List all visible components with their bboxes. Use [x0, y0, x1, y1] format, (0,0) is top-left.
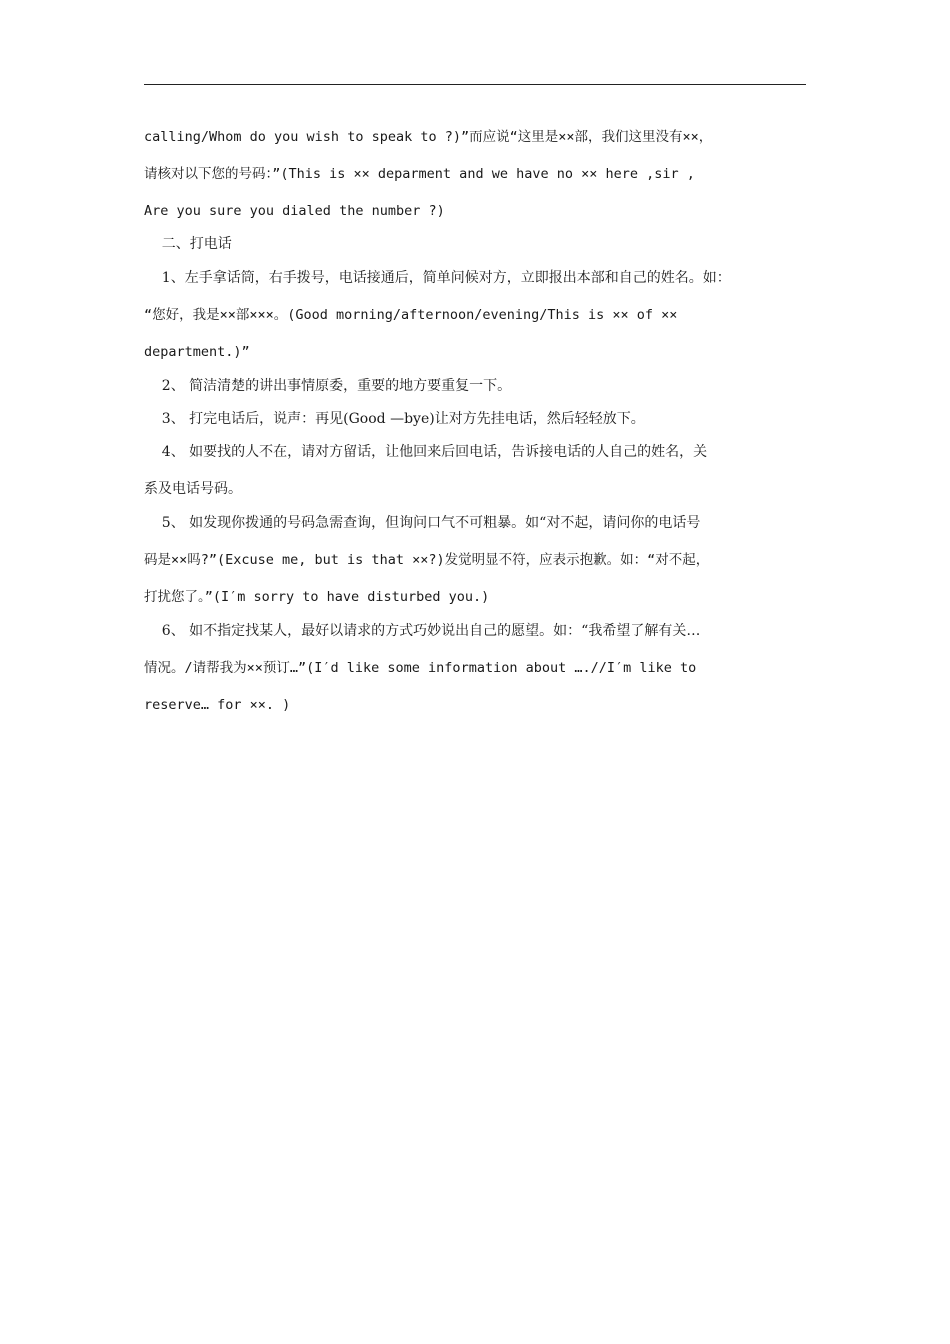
text-line: 请核对以下您的号码：”(This is ×× deparment and we have no ×× here ,sir , — [144, 166, 695, 182]
text-line: reserve… for ××. ) — [144, 697, 291, 713]
text-line: 5、 如发现你拨通的号码急需查询，但询问口气不可粗暴。如“对不起，请问你的电话号 — [144, 515, 701, 531]
text-line: 情况。/请帮我为××预订…”(I′d like some information about ….//I′m like to — [144, 660, 697, 676]
text-line: department.)” — [144, 344, 250, 360]
text-line: 码是××吗?”(Excuse me, but is that ××?)发觉明显不符，应表示抱歉。如：“对不起， — [144, 552, 710, 568]
text-line: Are you sure you dialed the number ?) — [144, 203, 445, 219]
text-line: 系及电话号码。 — [144, 481, 242, 497]
text-line: 3、 打完电话后，说声：再见(Good —bye)让对方先挂电话，然后轻轻放下。 — [144, 411, 645, 427]
text-line: calling/Whom do you wish to speak to ?)”而应说“这里是××部，我们这里没有××， — [144, 129, 713, 145]
text-line: 打扰您了。”(I′m sorry to have disturbed you.) — [144, 589, 490, 605]
text-line: “您好，我是××部×××。(Good morning/afternoon/evening/This is ×× of ×× — [144, 307, 678, 323]
text-line: 1、左手拿话筒，右手拨号，电话接通后，简单问候对方，立即报出本部和自己的姓名。如： — [144, 270, 731, 286]
section-heading: 二、打电话 — [144, 236, 232, 252]
header-rule — [144, 84, 806, 85]
text-line: 6、 如不指定找某人，最好以请求的方式巧妙说出自己的愿望。如：“我希望了解有关… — [144, 623, 701, 639]
text-line: 4、 如要找的人不在，请对方留话，让他回来后回电话，告诉接电话的人自己的姓名，关 — [144, 444, 708, 460]
text-line: 2、 简洁清楚的讲出事情原委，重要的地方要重复一下。 — [144, 378, 512, 394]
